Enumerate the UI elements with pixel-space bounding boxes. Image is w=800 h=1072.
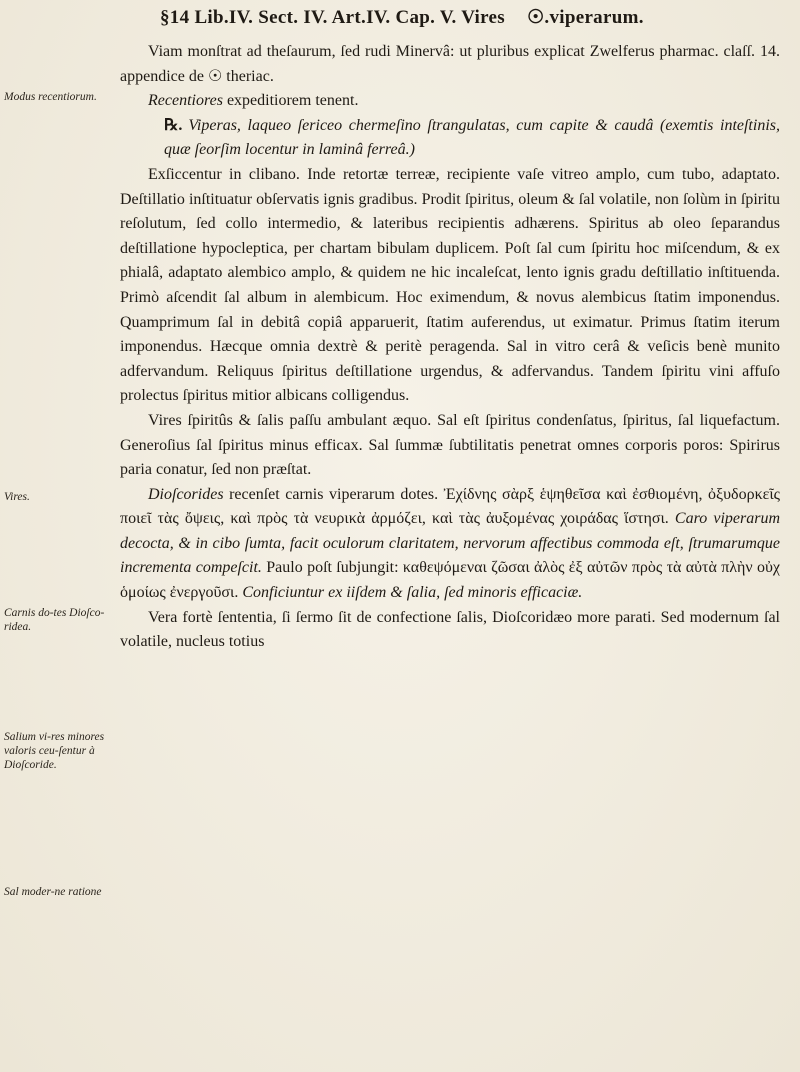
paragraph-3: Exſiccentur in clibano. Inde retortæ terreæ, recipiente vaſe vitreo amplo, cum tubo, adaptato. Deſtillatio inſtituatur obſervatis ignis gradibus. Prodit ſpiritus, oleum & ſal volatile, non ſolùm in ſpiritu reſolutum, ſed collo intermedio, & lateribus recipientis adhærens. Spiritus ab oleo ſeparandus deſtillatione hypocleptica, per chartam bibulam duplicem. Poſt ſal cum ſpiritu hoc miſcendum, & ex phialâ, adaptato alembico amplo, & quidem ne hic incaleſcat, lento ignis gradu deſtillatio inſtituenda. Primò aſcendit ſal album in alembicum. Hoc eximendum, & novus alembicus ſtatim imponendus. Quamprimum ſal in debitâ copiâ apparuerit, ſtatim auferendus, ut eximatur. Primus ſtatim iterum imponendus. Hæcque omnia dextrè & peritè peragenda. Sal in vitro cerâ & veſicis benè munito adfervandum. Reliquus ſpiritus deſtillatione urgendus, & adfervandus. Tandem ſpiritu vini affuſo prolectus ſpiritus mitior albicans colligendus. — [120, 165, 780, 405]
latin-translation-1: Caro viperarum decocta, & in cibo ſumta, facit oculorum claritatem, nervorum affectibus commoda eſt, ſtrumarumque incrementa compeſcit. — [120, 510, 780, 577]
paragraph-2-text: expeditiorem tenent. — [222, 92, 359, 110]
recipe-text: Viperas, laqueo ſericeo chermeſino ſtrangulatas, cum capite & caudâ (exemtis inteſtinis, quæ ſeorſim locentur in laminâ ferreâ.) — [164, 116, 780, 159]
paragraph-1: Viam monſtrat ad theſaurum, ſed rudi Minervâ: ut pluribus explicat Zwelferus pharmac. claſſ. 14. appendice de ☉ theriac. — [120, 43, 780, 85]
recipe — [120, 114, 780, 163]
header-left: §14 Lib.IV. Sect. IV. Art.IV. Cap. V. Vires — [160, 7, 505, 28]
dioscorides-lead: Dioſcorides — [148, 485, 224, 503]
recentiores-lead: Recentiores — [148, 92, 223, 110]
recipe-symbol: ℞. — [164, 116, 183, 134]
header-right: ☉.viperarum. — [527, 7, 644, 28]
running-header — [160, 6, 780, 29]
margin-note-modus: Modus recentiorum. — [4, 91, 97, 103]
paragraph-5 — [120, 483, 780, 606]
paragraph-2 — [120, 89, 780, 114]
paragraph-6: Vera fortè ſententia, ſi ſermo ſit de confectione ſalis, Dioſcoridæo more parati. Sed modernum ſal volatile, nucleus totius — [120, 608, 780, 651]
margin-note-salium: Salium vi-res minores valoris ceu-ſentur à Dioſcoride. — [4, 731, 105, 771]
main-text — [120, 40, 780, 655]
margin-note-carnis: Carnis do-tes Dioſco-ridea. — [4, 607, 105, 633]
greek-quote-2: Paulo poſt ſubjungit: καθεψόμεναι ζῶσαι ἀλὸς ἐξ αὐτῶν πρὸς τὰ αὐτὰ πλὴν οὐχ ὁμοίως ἐνεργοῦσι. — [120, 559, 781, 602]
paragraph-4: Vires ſpiritûs & ſalis paſſu ambulant æquo. Sal eſt ſpiritus condenſatus, ſpiritus, ſal liquefactum. Generoſius ſal ſpiritus minus efficax. Sal ſummæ ſubtilitatis penetrat omnes corporis poros: Spirirus paria conatur, ſed non præſtat. — [120, 411, 780, 479]
latin-translation-2: Conficiuntur ex iiſdem & ſalia, ſed minoris efficaciæ. — [238, 584, 583, 602]
margin-note-vires: Vires. — [4, 491, 30, 503]
greek-quote-1: recenſet carnis viperarum dotes. Ἐχίδνης σὰρξ ἑψηθεῖσα καὶ ἐσθιομένη, ὀξυδορκεῖς ποιεῖ τὰς ὄψεις, καὶ πρὸς τὰ νευρικὰ ἀρμόζει, καὶ τὰς ἀυξομένας χοιράδας ἵστησι. — [120, 485, 780, 528]
margin-note-sal-moderne: Sal moder-ne ratione — [4, 886, 102, 898]
